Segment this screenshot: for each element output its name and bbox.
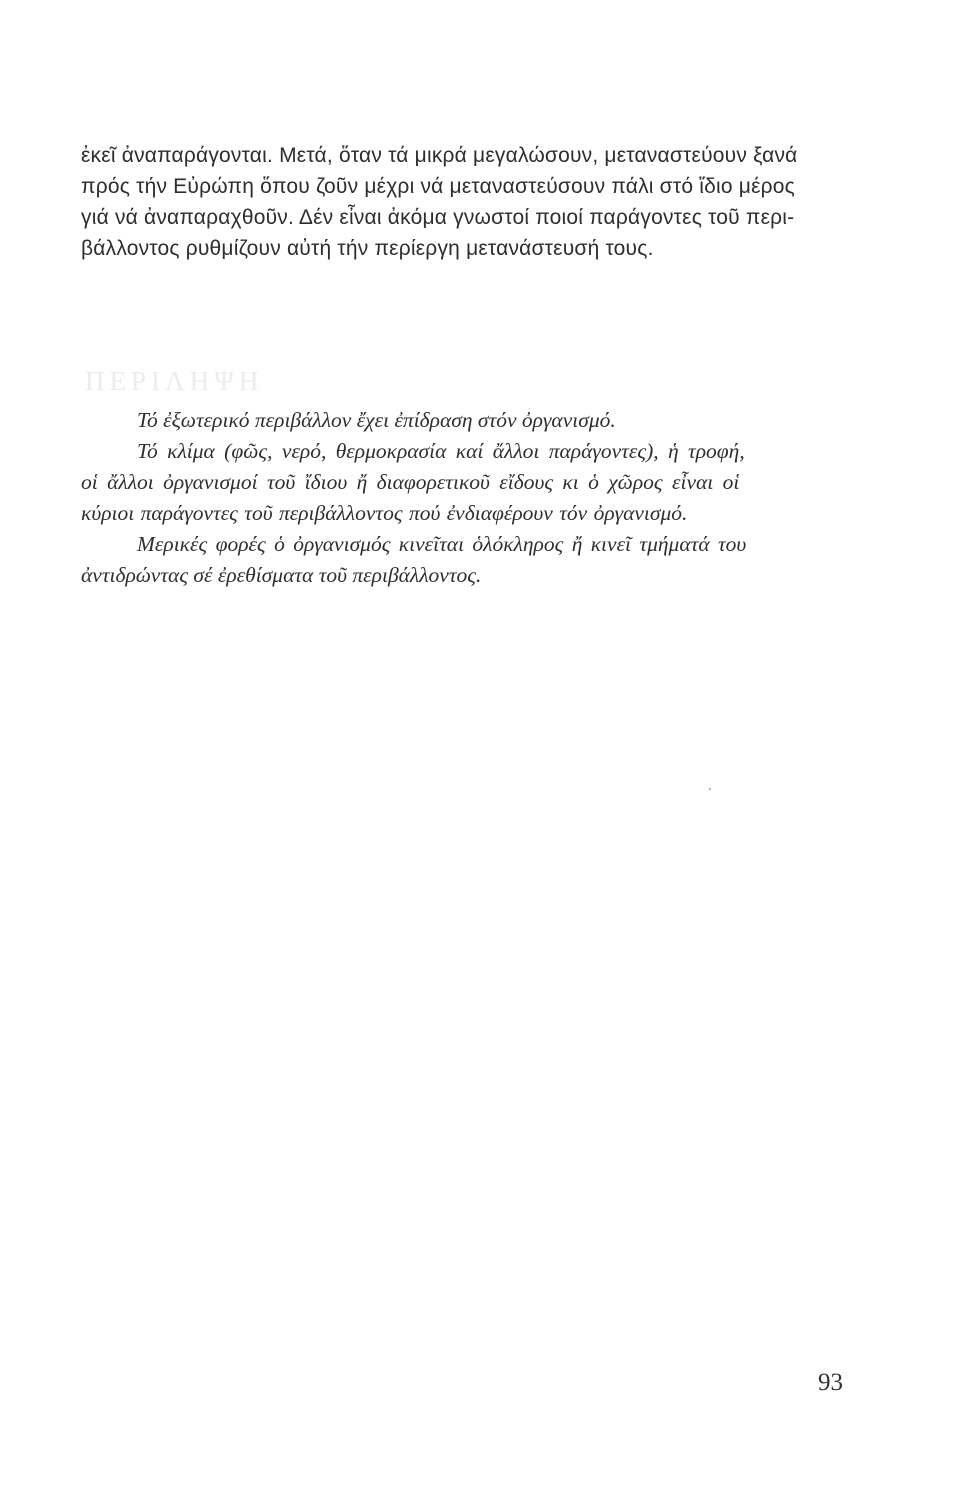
summary-line-3: οἱ ἄλλοι ὀργανισμοί τοῦ ἴδιου ἤ διαφορετικοῦ εἴδους κι ὁ χῶρος εἶναι οἱ [81,470,740,494]
body-line-3: γιά νά ἀναπαραχθοῦν. Δέν εἶναι ἀκόμα γνωστοί ποιοί παράγοντες τοῦ περι- [81,206,795,229]
summary-line-4: κύριοι παράγοντες τοῦ περιβάλλοντος πού ἐνδιαφέρουν τόν ὀργανισμό. [81,501,688,525]
summary-line-1: Τό ἐξωτερικό περιβάλλον ἔχει ἐπίδραση στόν ὀργανισμό. [137,408,616,432]
summary-line-2: Τό κλίμα (φῶς, νερό, θερμοκρασία καί ἄλλοι παράγοντες), ἡ τροφή, [137,439,745,463]
body-line-4: βάλλοντος ρυθμίζουν αὐτή τήν περίεργη μετανάστευσή τους. [81,237,654,260]
body-line-2: πρός τήν Εὐρώπη ὅπου ζοῦν μέχρι νά μεταναστεύσουν πάλι στό ἴδιο μέρος [81,175,795,198]
body-line-1: ἐκεῖ ἀναπαράγονται. Μετά, ὅταν τά μικρά μεγαλώσουν, μεταναστεύουν ξανά [81,144,798,167]
summary-line-5: Μερικές φορές ὁ ὀργανισμός κινεῖται ὁλόκληρος ἤ κινεῖ τμήματά του [137,532,747,556]
faint-heading: ΠΕΡΙΛΗΨΗ [85,366,264,396]
summary-line-6: ἀντιδρώντας σέ ἐρεθίσματα τοῦ περιβάλλοντος. [81,563,482,587]
summary-block [81,405,871,591]
body-paragraph [81,140,861,264]
page-number: 93 [818,1369,843,1396]
paper-speck [709,788,711,790]
